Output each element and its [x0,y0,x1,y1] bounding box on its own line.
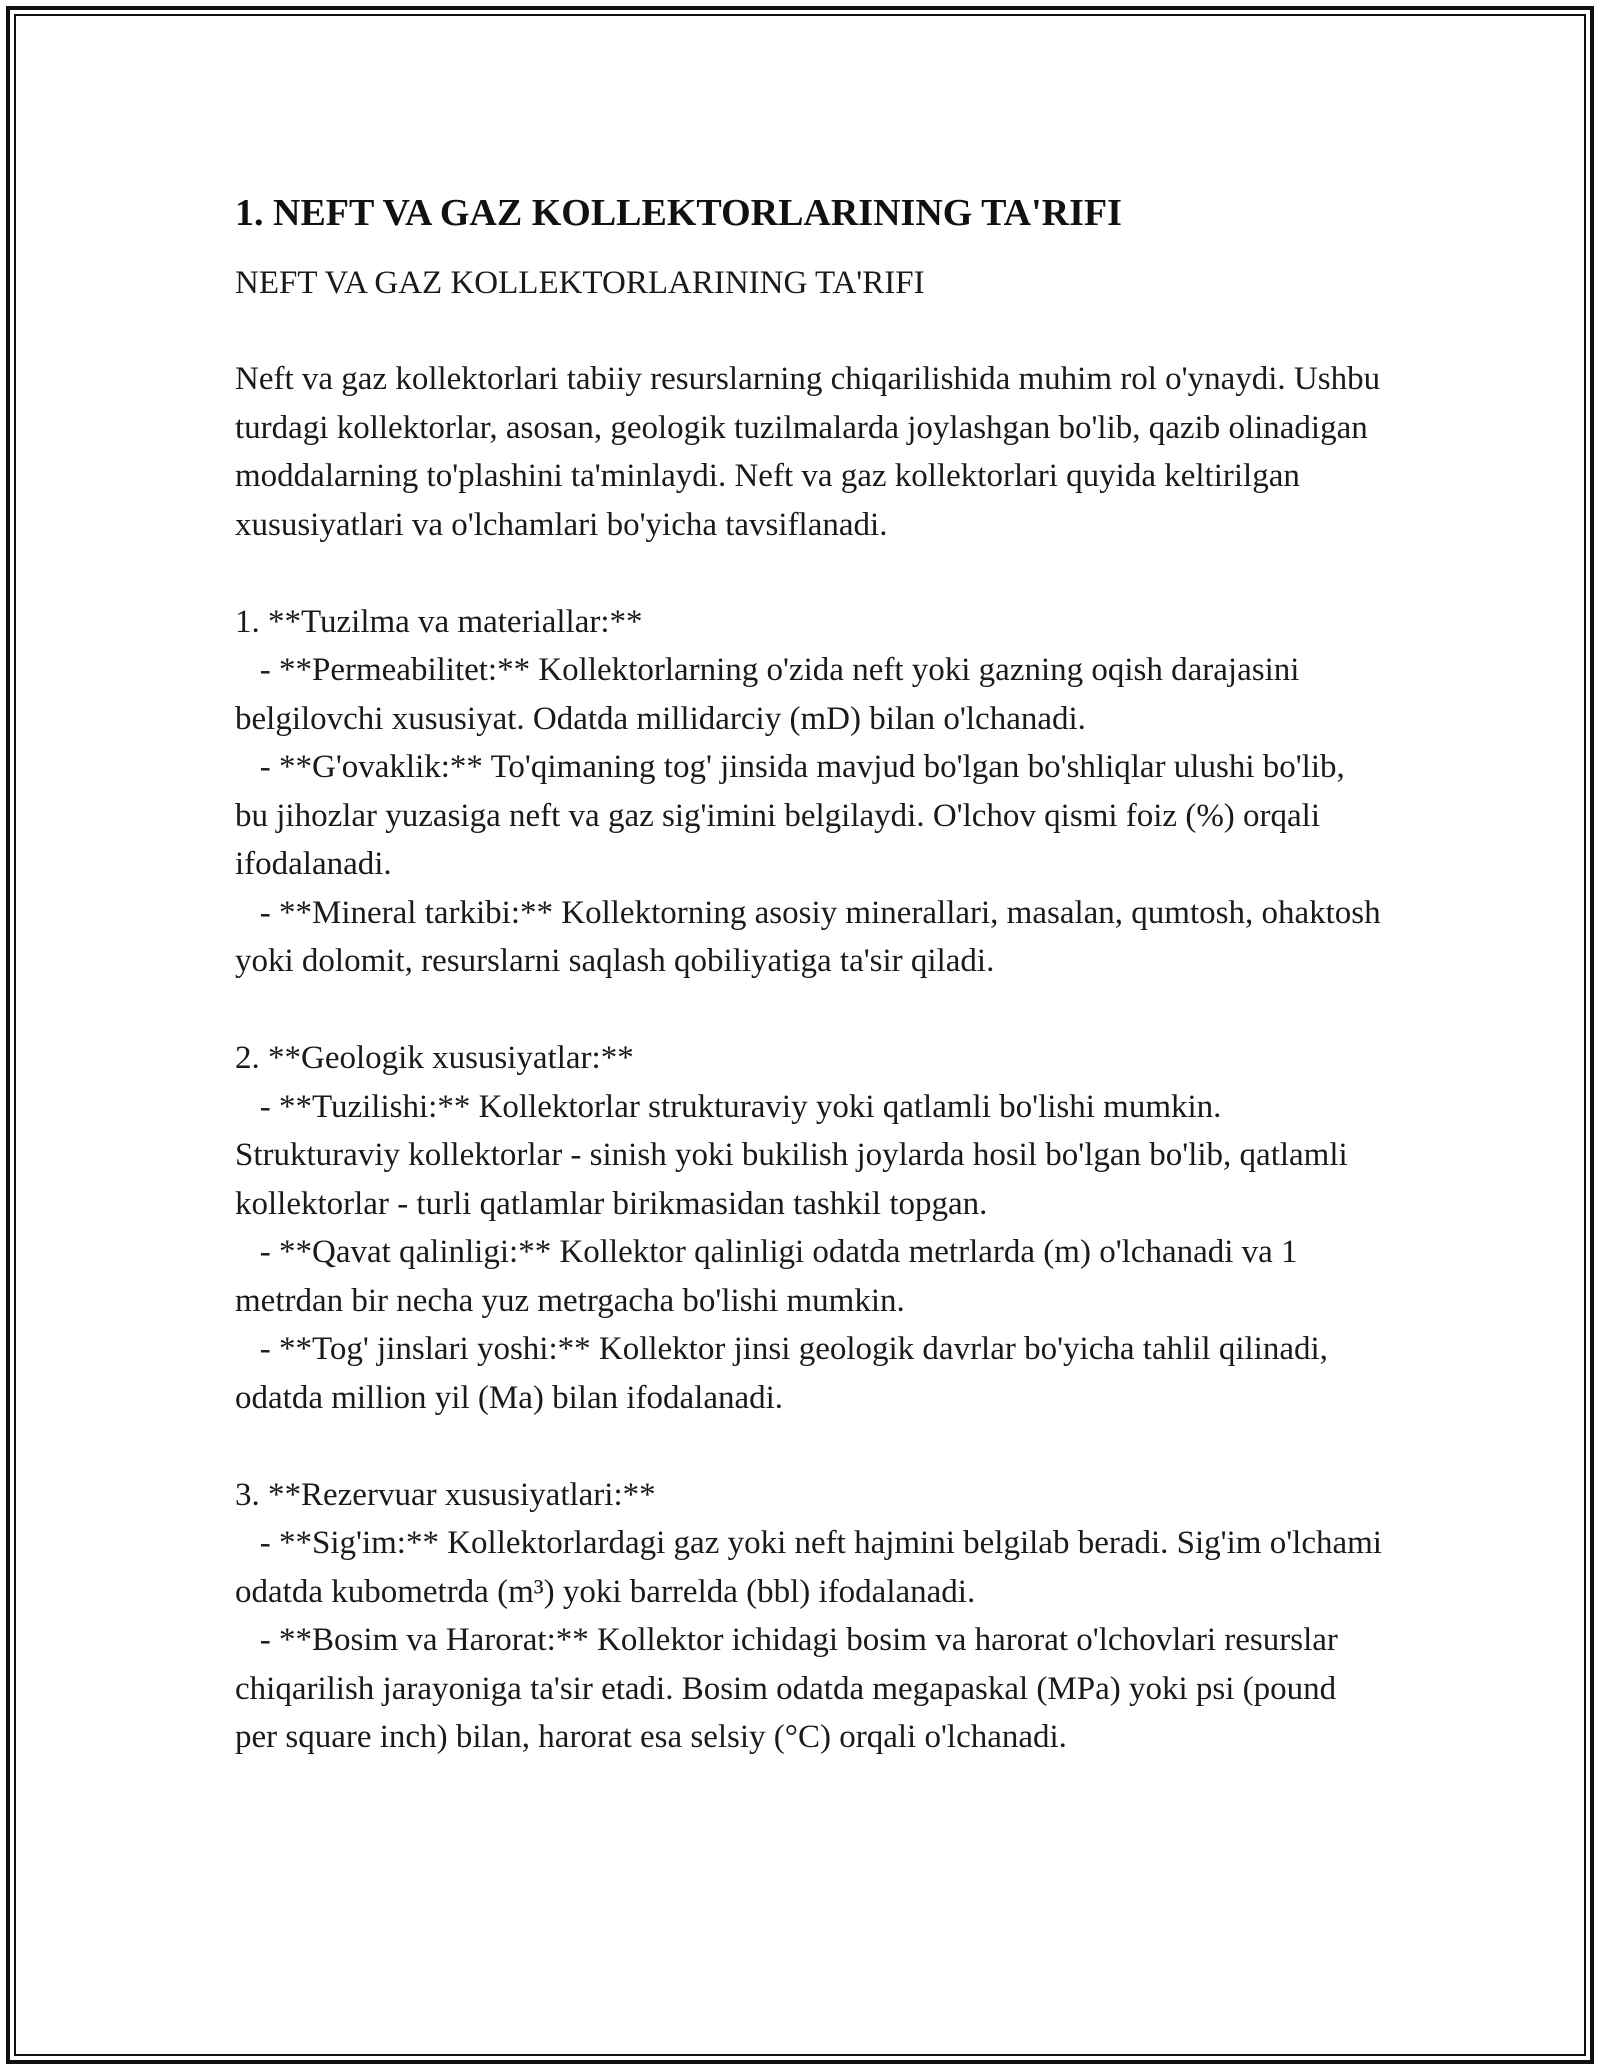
list-item-layer-thickness: - **Qavat qalinligi:** Kollektor qalinligi odatda metrlarda (m) o'lchanadi va 1 metrdan bir necha yuz metrgacha bo'lishi mumkin. [235,1234,1298,1319]
list-item-capacity: - **Sig'im:** Kollektorlardagi gaz yoki neft hajmini belgilab beradi. Sig'im o'lchami odatda kubometrda (m³) yoki barrelda (bbl) ifodalanadi. [235,1525,1382,1610]
section-title: 1. **Tuzilma va materiallar:** [235,603,643,640]
section-geological-properties [235,1034,1385,1422]
list-item-pressure-temperature: - **Bosim va Harorat:** Kollektor ichidagi bosim va harorat o'lchovlari resurslar chiqarilish jarayoniga ta'sir etadi. Bosim odatda megapaskal (MPa) yoki psi (pound per square inch) bilan, harorat esa selsiy (°C) orqali o'lchanadi. [235,1622,1338,1755]
document-page [235,185,1385,1810]
list-item-mineral-composition: - **Mineral tarkibi:** Kollektorning asosiy minerallari, masalan, qumtosh, ohaktosh yoki dolomit, resurslarni saqlash qobiliyatiga ta'sir qiladi. [235,894,1381,979]
section-structure-materials [235,598,1385,986]
document-heading: 1. NEFT VA GAZ KOLLEKTORLARINING TA'RIFI [235,192,1122,234]
list-item-rock-age: - **Tog' jinslari yoshi:** Kollektor jinsi geologik davrlar bo'yicha tahlil qilinadi, odatda million yil (Ma) bilan ifodalanadi. [235,1331,1328,1416]
section-reservoir-properties [235,1471,1385,1762]
document-subtitle: NEFT VA GAZ KOLLEKTORLARINING TA'RIFI [235,265,925,301]
list-item-porosity: - **G'ovaklik:** To'qimaning tog' jinsida mavjud bo'lgan bo'shliqlar ulushi bo'lib, bu jihozlar yuzasiga neft va gaz sig'imini belgilaydi. O'lchov qismi foiz (%) orqali ifodalanadi. [235,749,1345,882]
list-item-permeability: - **Permeabilitet:** Kollektorlarning o'zida neft yoki gazning oqish darajasini belgilovchi xususiyat. Odatda millidarciy (mD) bilan o'lchanadi. [235,652,1300,737]
section-title: 3. **Rezervuar xususiyatlari:** [235,1476,656,1513]
section-title: 2. **Geologik xususiyatlar:** [235,1040,634,1076]
list-item-structure: - **Tuzilishi:** Kollektorlar strukturaviy yoki qatlamli bo'lishi mumkin. Strukturaviy kollektorlar - sinish yoki bukilish joylarda hosil bo'lgan bo'lib, qatlamli kollektorlar - turli qatlamlar birikmasidan tashkil topgan. [235,1088,1348,1222]
intro-paragraph: Neft va gaz kollektorlari tabiiy resurslarning chiqarilishida muhim rol o'ynaydi. Ushbu turdagi kollektorlar, asosan, geologik tuzilmalarda joylashgan bo'lib, qazib olinadigan moddalarning to'plashini ta'minlaydi. Neft va gaz kollektorlari quyida keltirilgan xususiyatlari va o'lchamlari bo'yicha tavsiflanadi. [235,361,1381,543]
